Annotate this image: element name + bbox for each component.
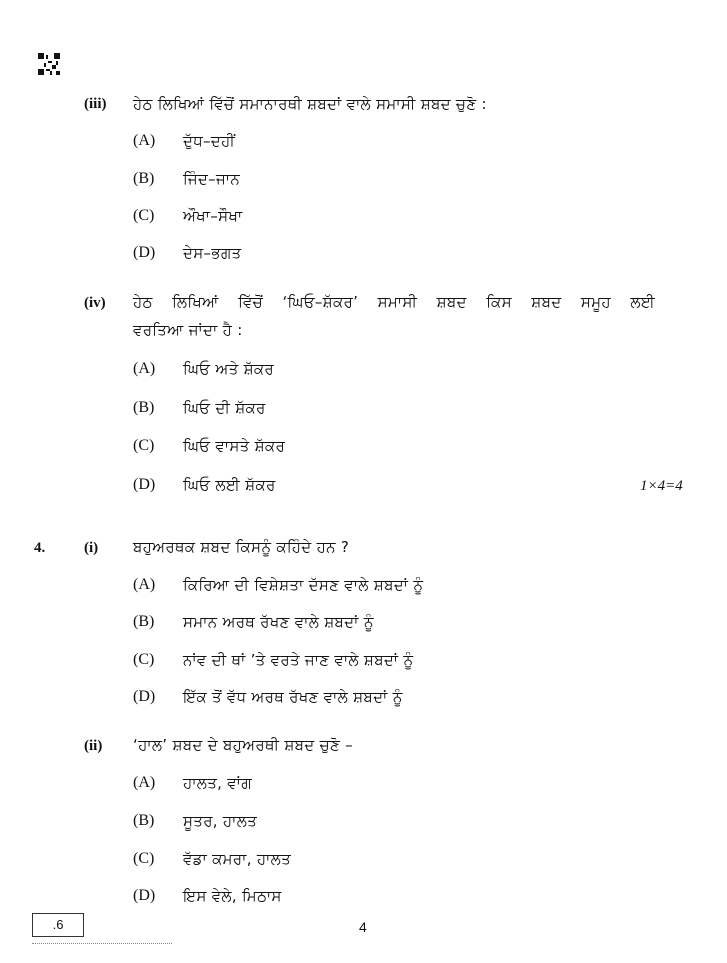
- option-label: (C): [133, 850, 155, 867]
- option-text: ਘਿਓ ਅਤੇ ਸ਼ੱਕਰ: [183, 360, 274, 378]
- option-label: (B): [133, 399, 155, 416]
- question-number: (iii): [84, 96, 107, 112]
- question-number: (iv): [84, 295, 106, 311]
- question-main-number: 4.: [34, 540, 46, 556]
- option-text: ਹਾਲਤ, ਵਾਂਗ: [183, 774, 252, 792]
- option-label: (C): [133, 207, 155, 224]
- marks-allocation: 1×4=4: [640, 478, 683, 494]
- option-text: ਜਿੰਦ–ਜਾਨ: [183, 170, 241, 188]
- paper-code-box: .6: [32, 913, 84, 937]
- footer-divider: [32, 943, 172, 944]
- option-text: ਵੱਡਾ ਕਮਰਾ, ਹਾਲਤ: [183, 850, 291, 868]
- option-text: ਨਾਂਵ ਦੀ ਥਾਂ ’ਤੇ ਵਰਤੇ ਜਾਣ ਵਾਲੇ ਸ਼ਬਦਾਂ ਨੂੰ: [183, 651, 414, 669]
- option-label: (A): [133, 774, 156, 791]
- question-text: ‘ਹਾਲ’ ਸ਼ਬਦ ਦੇ ਬਹੁਅਰਥੀ ਸ਼ਬਦ ਚੁਣੋ –: [133, 736, 353, 754]
- option-text: ਇੱਕ ਤੋਂ ਵੱਧ ਅਰਥ ਰੱਖਣ ਵਾਲੇ ਸ਼ਬਦਾਂ ਨੂੰ: [183, 688, 403, 706]
- option-label: (B): [133, 170, 155, 187]
- option-text: ਦੁੱਧ–ਦਹੀਂ: [183, 132, 236, 150]
- option-label: (A): [133, 360, 156, 377]
- question-text: ਹੇਠ ਲਿਖਿਆਂ ਵਿੱਚੋਂ ਸਮਾਨਾਰਥੀ ਸ਼ਬਦਾਂ ਵਾਲੇ ਸਮਾਸੀ ਸ਼ਬਦ ਚੁਣੋ :: [133, 95, 487, 113]
- option-text: ਘਿਓ ਲਈ ਸ਼ੱਕਰ: [183, 476, 276, 494]
- option-label: (D): [133, 688, 156, 705]
- option-label: (D): [133, 476, 156, 493]
- option-label: (A): [133, 132, 156, 149]
- option-text: ਇਸ ਵੇਲੇ, ਮਿਠਾਸ: [183, 887, 282, 905]
- option-label: (D): [133, 887, 156, 904]
- option-text: ਔਖਾ–ਸੌਖਾ: [183, 207, 243, 225]
- question-number: (i): [84, 540, 99, 556]
- option-label: (D): [133, 244, 156, 261]
- option-text: ਕਿਰਿਆ ਦੀ ਵਿਸ਼ੇਸ਼ਤਾ ਦੱਸਣ ਵਾਲੇ ਸ਼ਬਦਾਂ ਨੂੰ: [183, 576, 424, 594]
- option-text: ਸਮਾਨ ਅਰਥ ਰੱਖਣ ਵਾਲੇ ਸ਼ਬਦਾਂ ਨੂੰ: [183, 613, 374, 631]
- option-text: ਦੇਸ–ਭਗਤ: [183, 244, 242, 262]
- option-label: (C): [133, 651, 155, 668]
- page-number: 4: [359, 919, 367, 935]
- qr-code-icon: [38, 53, 60, 75]
- option-label: (B): [133, 812, 155, 829]
- question-text-line-2: ਵਰਤਿਆ ਜਾਂਦਾ ਹੈ :: [133, 321, 243, 339]
- option-text: ਘਿਓ ਦੀ ਸ਼ੱਕਰ: [183, 399, 266, 417]
- option-label: (C): [133, 437, 155, 454]
- question-text: ਬਹੁਅਰਥਕ ਸ਼ਬਦ ਕਿਸਨੂੰ ਕਹਿੰਦੇ ਹਨ ?: [133, 538, 350, 556]
- option-label: (A): [133, 576, 156, 593]
- option-text: ਘਿਓ ਵਾਸਤੇ ਸ਼ੱਕਰ: [183, 437, 286, 455]
- option-label: (B): [133, 613, 155, 630]
- option-text: ਸੂਤਰ, ਹਾਲਤ: [183, 812, 258, 830]
- question-number: (ii): [84, 738, 103, 754]
- question-text-line-1: ਹੇਠ ਲਿਖਿਆਂ ਵਿੱਚੋਂ ‘ਘਿਓ–ਸ਼ੱਕਰ’ ਸਮਾਸੀ ਸ਼ਬਦ ਕਿਸ ਸ਼ਬਦ ਸਮੂਹ ਲਈ: [133, 293, 655, 311]
